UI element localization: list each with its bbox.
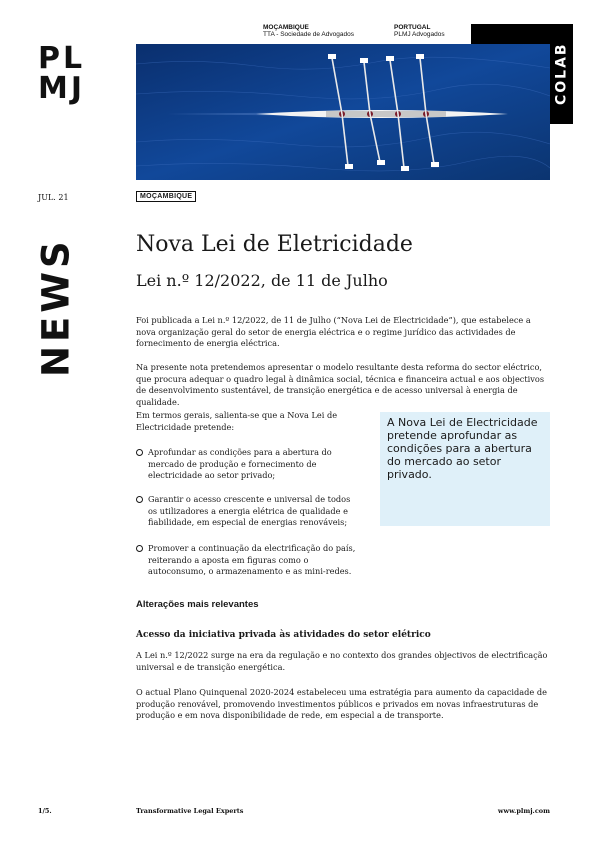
logo-line-2: MJ [38, 71, 86, 106]
bullets-intro: Em termos gerais, salienta-se que a Nova Lei de Electricidade pretende: [136, 410, 338, 432]
plmj-logo [38, 41, 86, 106]
office-portugal [394, 24, 445, 38]
paragraph: O actual Plano Quinquenal 2020-2024 estabeleceu uma estratégia para aumento da capacidade de produção renovável, promovendo investimentos públicos e privados em novas infraestruturas de produção e em nova disponibilidade de rede, em especial a de transporte. [136, 687, 547, 720]
country-tag: MOÇAMBIQUE [136, 191, 196, 202]
header-black-bar [471, 24, 550, 44]
paragraph: Foi publicada a Lei n.º 12/2022, de 11 de Julho (“Nova Lei de Electricidade”), que estabelece a nova organização geral do setor de energia eléctrica e o regime jurídico das actividades de fornecimento de energia eléctrica. [136, 315, 531, 348]
list-item-text: Aprofundar as condições para a abertura do mercado de produção e fornecimento de electricidade ao setor privado; [148, 447, 332, 480]
rowing-boat-illustration [136, 44, 550, 180]
office-mozambique [263, 24, 354, 38]
page-title: Nova Lei de Eletricidade [136, 232, 413, 257]
section-heading: Alterações mais relevantes [136, 599, 259, 610]
office-country: MOÇAMBIQUE [263, 24, 309, 31]
issue-date: JUL. 21 [38, 193, 69, 202]
section-subheading: Acesso da iniciativa privada às atividades do setor elétrico [136, 630, 431, 640]
bullet-circle-icon [136, 496, 143, 503]
pull-quote-text: A Nova Lei de Electricidade pretende aprofundar as condições para a abertura do mercado ao setor privado. [387, 416, 538, 481]
footer-url[interactable]: www.plmj.com [497, 807, 550, 815]
colab-label: COLAB [553, 42, 570, 106]
paragraph: Na presente nota pretendemos apresentar o modelo resultante desta reforma do sector eléctrico, que procura adequar o quadro legal à dinâmica social, técnica e financeira actual e aos objectivos de desenvolvimento sustentável, de transição energética e de acesso universal à energia de qualidade. [136, 362, 545, 407]
office-name: TTA - Sociedade de Advogados [263, 31, 354, 38]
hero-image [136, 44, 550, 180]
list-item-text: Garantir o acesso crescente e universal de todos os utilizadores a energia elétrica de qualidade e fiabilidade, em especial de energias renováveis; [148, 494, 351, 527]
paragraph: A Lei n.º 12/2022 surge na era da regulação e no contexto dos grandes objectivos de electrificação universal e de transição energética. [136, 650, 548, 672]
page-subtitle: Lei n.º 12/2022, de 11 de Julho [136, 271, 388, 290]
office-country: PORTUGAL [394, 24, 431, 31]
office-name: PLMJ Advogados [394, 31, 445, 38]
bullet-circle-icon [136, 449, 143, 456]
section-label: NEWS [34, 237, 78, 377]
list-item-text: Promover a continuação da electrificação do país, reiterando a aposta em figuras como o autoconsumo, o armazenamento e as mini-redes. [148, 543, 356, 576]
bullet-circle-icon [136, 545, 143, 552]
footer-tagline: Transformative Legal Experts [136, 807, 244, 815]
logo-line-1: PL [38, 41, 86, 76]
page-number: 1/5. [38, 807, 52, 815]
